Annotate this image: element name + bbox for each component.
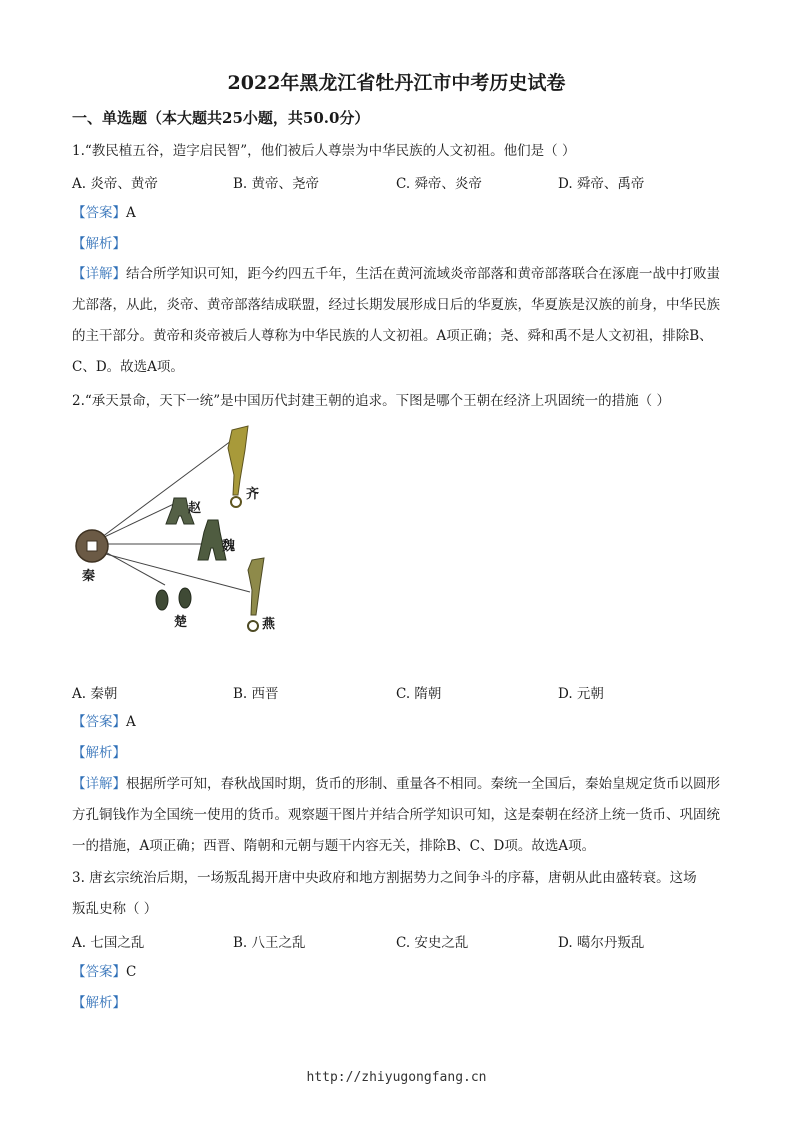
line-to-yan	[98, 552, 250, 592]
q2-option-b: B. 西晋	[233, 686, 279, 702]
qin-coin-icon	[76, 530, 108, 562]
q3-answer	[72, 963, 136, 981]
answer-tag: 【答案】	[72, 205, 126, 221]
q2-stem: 2.“承天景命，天下一统”是中国历代封建王朝的追求。下图是哪个王朝在经济上巩固统一的措施（ ）	[72, 393, 670, 409]
page-title: 2022年黑龙江省牡丹江市中考历史试卷	[227, 72, 566, 94]
detail-text: 根据所学可知，春秋战国时期，货币的形制、重量各不相同。秦统一全国后，秦始皇规定货币以圆形方孔铜钱作为全国统一使用的货币。观察题干图片并结合所学知识可知，这是秦朝在经济上统一货币、巩固统一的措施，A项正确；西晋、隋朝和元朝与题干内容无关，排除B、C、D项。故选A项。	[72, 776, 720, 854]
footer-url: http://zhiyugongfang.cn	[306, 1070, 487, 1085]
label-qi: 齐	[246, 487, 260, 502]
answer-tag: 【答案】	[72, 714, 126, 730]
q2-option-d: D. 元朝	[558, 686, 604, 702]
answer-tag: 【答案】	[72, 964, 126, 980]
q2-option-c: C. 隋朝	[396, 686, 442, 702]
q3-stem-line2: 叛乱史称（ ）	[72, 901, 158, 917]
label-zhao: 赵	[188, 501, 202, 516]
coin-unification-figure	[70, 420, 290, 645]
q1-analysis-tag: 【解析】	[72, 236, 126, 252]
q3-option-c: C. 安史之乱	[396, 935, 469, 951]
q2-answer	[72, 713, 136, 731]
q2-option-a: A. 秦朝	[72, 686, 118, 702]
qi-knife-coin-icon	[228, 426, 248, 507]
label-chu: 楚	[174, 615, 188, 630]
q3-option-d: D. 噶尔丹叛乱	[558, 935, 645, 951]
q2-analysis-tag: 【解析】	[72, 745, 126, 761]
q3-stem-line1: 3. 唐玄宗统治后期，一场叛乱揭开唐中央政府和地方割据势力之间争斗的序幕，唐朝从此由盛转衰。这场	[72, 870, 697, 886]
detail-tag: 【详解】	[72, 266, 126, 282]
answer-value: C	[126, 964, 137, 980]
section-heading: 一、单选题（本大题共25小题，共50.0分）	[72, 109, 370, 127]
answer-value: A	[126, 205, 136, 221]
q1-option-d: D. 舜帝、禹帝	[558, 176, 645, 192]
q3-option-b: B. 八王之乱	[233, 935, 306, 951]
q1-stem: 1.“教民植五谷，造字启民智”，他们被后人尊崇为中华民族的人文初祖。他们是（ ）	[72, 143, 576, 159]
answer-value: A	[126, 714, 136, 730]
q1-answer	[72, 204, 136, 222]
chu-ant-nose-coin-icon	[156, 588, 191, 610]
q1-option-b: B. 黄帝、尧帝	[233, 176, 320, 192]
q1-option-a: A. 炎帝、黄帝	[72, 176, 158, 192]
q1-option-c: C. 舜帝、炎帝	[396, 176, 482, 192]
label-yan: 燕	[262, 617, 276, 632]
q3-analysis-tag: 【解析】	[72, 995, 126, 1011]
label-qin: 秦	[82, 569, 96, 584]
line-to-zhao	[98, 502, 178, 540]
detail-tag: 【详解】	[72, 776, 126, 792]
q3-option-a: A. 七国之乱	[72, 935, 145, 951]
label-wei: 魏	[222, 539, 236, 554]
q2-detail	[72, 769, 722, 862]
q1-detail	[72, 259, 722, 383]
detail-text: 结合所学知识可知，距今约四五千年，生活在黄河流域炎帝部落和黄帝部落联合在涿鹿一战中打败蚩尤部落，从此，炎帝、黄帝部落结成联盟，经过长期发展形成日后的华夏族，华夏族是汉族的前身，中华民族的主干部分。黄帝和炎帝被后人尊称为中华民族的人文初祖。A项正确；尧、舜和禹不是人文初祖，排除B、C、D。故选A项。	[72, 266, 720, 375]
